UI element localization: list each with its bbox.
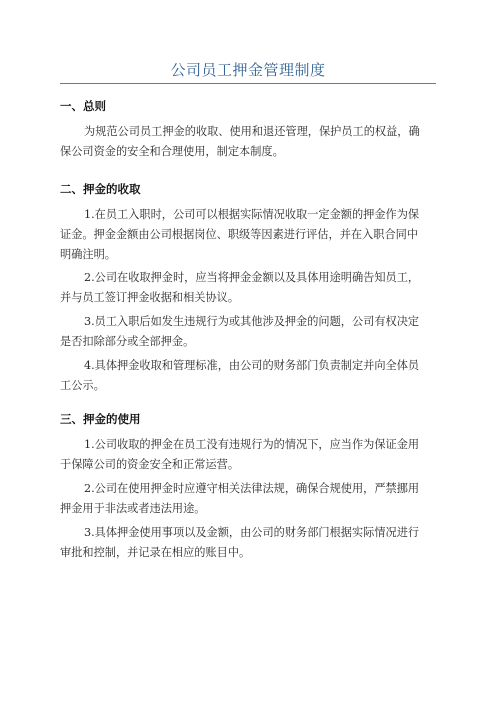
paragraph-line: 于保障公司的资金安全和正常运营。 (60, 458, 240, 471)
paragraph-line: 审批和控制，并记录在相应的账目中。 (60, 546, 251, 559)
section-heading-deposit-use: 三、押金的使用 (60, 412, 141, 426)
paragraph-line: 1.公司收取的押金在员工没有违规行为的情况下，应当作为保证金用 (84, 438, 420, 451)
title-divider (60, 83, 436, 84)
paragraph-line: 证金。押金金额由公司根据岗位、职级等因素进行评估，并在入职合同中 (60, 228, 419, 241)
paragraph-line: 3.具体押金使用事项以及金额，由公司的财务部门根据实际情况进行 (84, 526, 420, 539)
paragraph-line: 押金用于非法或者违法用途。 (60, 502, 206, 515)
section-heading-deposit-collection: 二、押金的收取 (60, 182, 141, 196)
paragraph (60, 479, 436, 519)
paragraph-line: 工公示。 (60, 379, 105, 392)
paragraph-line: 3.员工入职后如发生违规行为或其他涉及押金的问题，公司有权决定 (84, 315, 420, 328)
paragraph (60, 435, 436, 475)
paragraph-line: 为规范公司员工押金的收取、使用和退还管理，保护员工的权益，确 (84, 125, 420, 138)
paragraph (60, 268, 436, 308)
paragraph (60, 523, 436, 563)
paragraph-line: 是否扣除部分或全部押金。 (60, 335, 195, 348)
paragraph-line: 2.公司在使用押金时应遵守相关法律法规，确保合规使用，严禁挪用 (84, 482, 420, 495)
paragraph (60, 356, 436, 396)
paragraph-line: 并与员工签订押金收据和相关协议。 (60, 291, 240, 304)
paragraph (60, 205, 436, 265)
paragraph-line: 2.公司在收取押金时，应当将押金金额以及具体用途明确告知员工， (84, 271, 420, 284)
paragraph (60, 312, 436, 352)
paragraph-line: 明确注明。 (60, 248, 116, 261)
paragraph (60, 122, 436, 162)
section-heading-general: 一、总则 (60, 99, 106, 113)
paragraph-line: 4.具体押金收取和管理标准，由公司的财务部门负责制定并向全体员 (84, 359, 420, 372)
paragraph-line: 1.在员工入职时，公司可以根据实际情况收取一定金额的押金作为保 (84, 208, 420, 221)
document-title: 公司员工押金管理制度 (170, 61, 326, 79)
paragraph-line: 保公司资金的安全和合理使用，制定本制度。 (60, 145, 284, 158)
